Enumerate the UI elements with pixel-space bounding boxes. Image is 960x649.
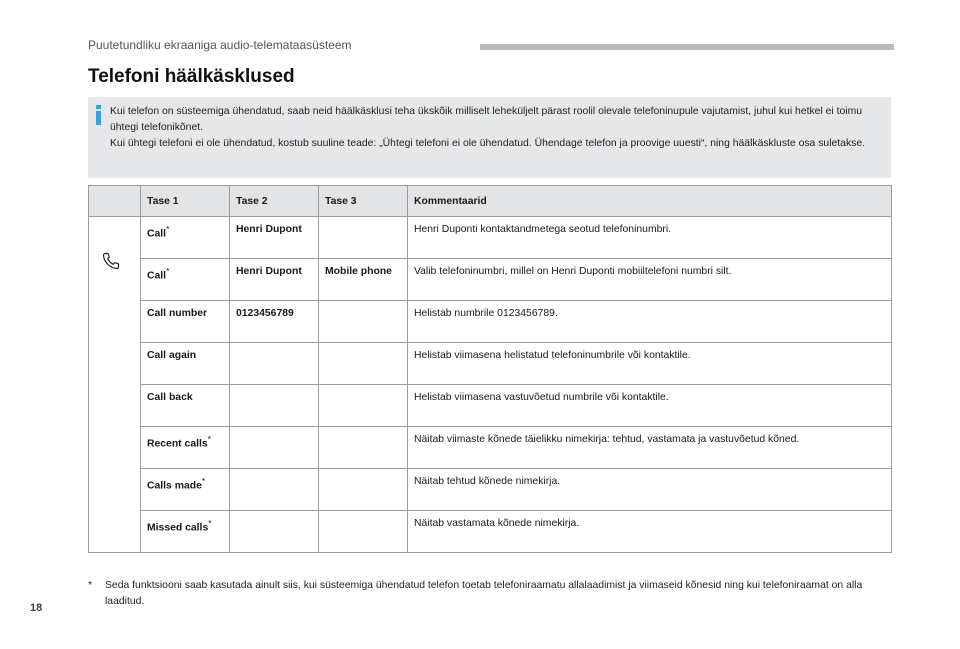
comment-cell: Näitab vastamata kõnede nimekirja. [408,511,892,553]
info-icon [96,105,101,125]
level-2-cell: 0123456789 [230,301,319,343]
level-2-cell [230,385,319,427]
phone-icon [101,251,121,271]
info-box [88,97,891,178]
level-3-cell [319,469,408,511]
level-3-cell [319,385,408,427]
level-1-cell [141,427,230,469]
level-3-cell [319,217,408,259]
level-1-cell [141,259,230,301]
footnote-text: Seda funktsiooni saab kasutada ainult siis, kui süsteemiga ühendatud telefon toetab telefoniraamatu allalaadimist ja viimaseid kõnesid ning kui telefoniraamat on alla laaditud. [105,580,863,607]
level-1-text: Call again [147,350,197,361]
table-row [89,469,892,511]
level-1-cell [141,511,230,553]
level-1-cell [141,469,230,511]
header-bar [480,44,894,50]
comment-cell: Näitab viimaste kõnede täielikku nimekirja: tehtud, vastamata ja vastuvõetud kõned. [408,427,892,469]
comment-cell: Henri Duponti kontaktandmetega seotud telefoninumbri. [408,217,892,259]
section-header: Puutetundliku ekraaniga audio-telemataasüsteem [88,38,352,52]
comment-cell: Helistab numbrile 0123456789. [408,301,892,343]
info-text-1: Kui telefon on süsteemiga ühendatud, saab neid häälkäsklusi teha ükskõik milliselt leheküljelt pärast roolil olevale telefoninupule vajutamist, juhul kui hetkel ei toimu ühtegi telefonikõnet. [110,106,863,133]
level-1-text: Calls made [147,480,202,492]
level-3-cell [319,511,408,553]
table-header-row [89,186,892,217]
level-2-cell: Henri Dupont [230,259,319,301]
level-1-cell [141,217,230,259]
level-2-cell [230,343,319,385]
level-1-text: Call back [147,392,193,403]
footnote-star: * [208,518,212,528]
level-3-cell [319,301,408,343]
comment-cell: Valib telefoninumbri, millel on Henri Duponti mobiiltelefoni numbri silt. [408,259,892,301]
level-1-cell [141,301,230,343]
page-title: Telefoni häälkäsklused [88,66,295,87]
header-level-1: Tase 1 [141,186,230,217]
table-row [89,301,892,343]
table-row [89,427,892,469]
level-2-cell [230,511,319,553]
level-1-text: Missed calls [147,522,209,534]
footnote [88,578,878,610]
level-1-text: Call [147,270,167,282]
table-row [89,343,892,385]
header-level-3: Tase 3 [319,186,408,217]
level-2-cell: Henri Dupont [230,217,319,259]
level-1-cell [141,343,230,385]
voice-commands-table [88,185,892,553]
header-level-2: Tase 2 [230,186,319,217]
level-3-cell: Mobile phone [319,259,408,301]
table-row [89,385,892,427]
table-row [89,259,892,301]
header-icon-cell [89,186,141,217]
level-2-cell [230,427,319,469]
icon-cell [89,217,141,553]
level-2-cell [230,469,319,511]
level-1-cell [141,385,230,427]
level-1-text: Call number [147,308,208,319]
comment-cell: Helistab viimasena helistatud telefoninumbrile või kontaktile. [408,343,892,385]
table-row [89,217,892,259]
header-comments: Kommentaarid [408,186,892,217]
footnote-star: * [166,224,170,234]
level-1-text: Recent calls [147,438,208,450]
footnote-star: * [166,266,170,276]
comment-cell: Helistab viimasena vastuvõetud numbrile või kontaktile. [408,385,892,427]
footnote-star: * [201,476,206,486]
page-number: 18 [30,602,43,614]
comment-cell: Näitab tehtud kõnede nimekirja. [408,469,892,511]
level-3-cell [319,343,408,385]
level-3-cell [319,427,408,469]
table-row [89,511,892,553]
footnote-star: * [207,434,212,444]
level-1-text: Call [147,228,167,240]
info-text-2: Kui ühtegi telefoni ei ole ühendatud, kostub suuline teade: „Ühtegi telefoni ei ole ühendatud. Ühendage telefon ja proovige uuesti“, ning häälkäskluste osa suletakse. [110,138,866,149]
footnote-marker: * [88,580,93,591]
